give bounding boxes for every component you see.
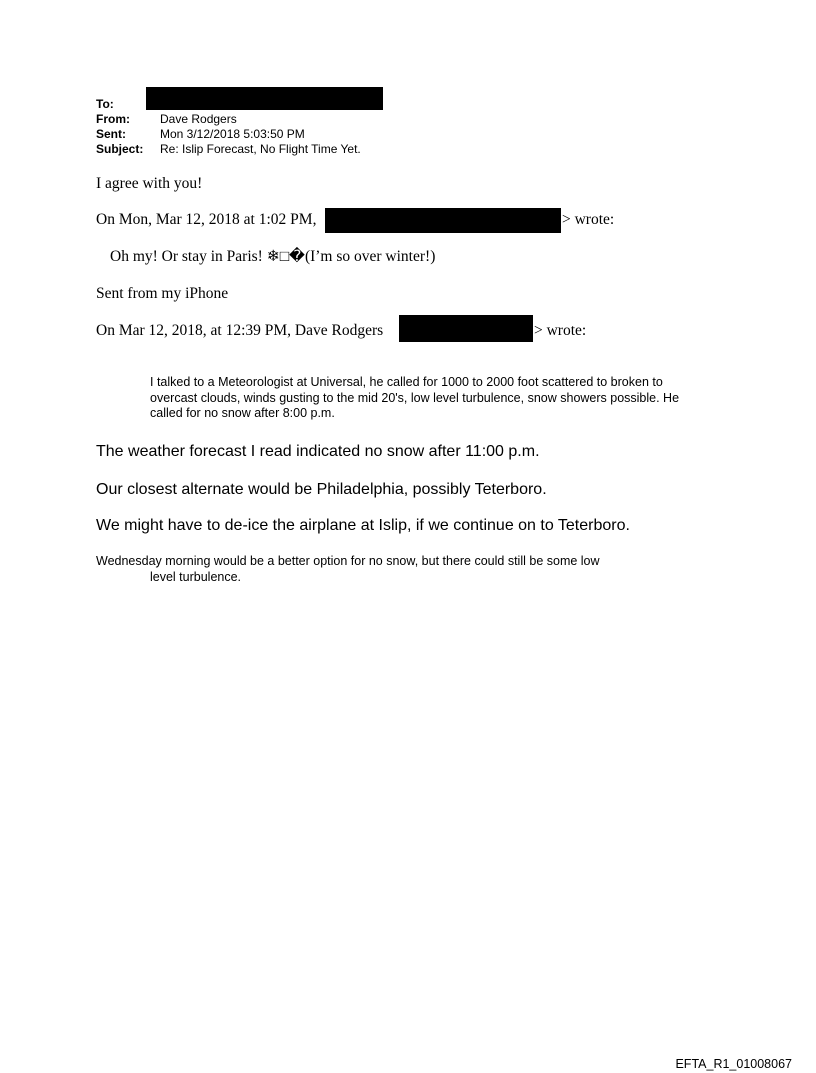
alternate-text: Our closest alternate would be Philadelphia, possibly Teterboro. xyxy=(96,481,547,498)
quote2-attribution-prefix: On Mar 12, 2018, at 12:39 PM, Dave Rodgers xyxy=(96,322,384,339)
quote1-attribution-suffix: > wrote: xyxy=(562,211,615,228)
subject-value: Re: Islip Forecast, No Flight Time Yet. xyxy=(160,142,361,156)
to-redaction xyxy=(146,87,383,110)
from-row xyxy=(96,112,237,127)
wednesday-line-2: level turbulence. xyxy=(150,570,242,584)
sent-label: Sent: xyxy=(96,127,126,141)
quote1-attribution-prefix: On Mon, Mar 12, 2018 at 1:02 PM, xyxy=(96,211,317,228)
document-id: EFTA_R1_01008067 xyxy=(675,1057,792,1071)
subject-label: Subject: xyxy=(96,142,144,156)
quote2-redaction xyxy=(399,315,533,342)
meteorologist-paragraph: I talked to a Meteorologist at Universal, he called for 1000 to 2000 foot scattered to broken to overcast clouds, winds gusting to the mid 20's, low level turbulence, snow showers possible. He called for no snow after 8:00 p.m. xyxy=(150,375,680,420)
to-label: To: xyxy=(96,97,114,111)
quote1-text: Oh my! Or stay in Paris! ❄□�(I’m so over winter!) xyxy=(110,248,436,265)
forecast-text: The weather forecast I read indicated no snow after 11:00 p.m. xyxy=(96,443,540,460)
wednesday-line-1: Wednesday morning would be a better option for no snow, but there could still be some low xyxy=(96,554,600,568)
wednesday-paragraph xyxy=(96,553,676,585)
subject-row xyxy=(96,142,361,157)
quote1-redaction xyxy=(325,208,561,233)
sent-row xyxy=(96,127,305,142)
reply-text: I agree with you! xyxy=(96,175,203,192)
from-label: From: xyxy=(96,112,130,126)
deice-text: We might have to de-ice the airplane at Islip, if we continue on to Teterboro. xyxy=(96,517,630,534)
signature-text: Sent from my iPhone xyxy=(96,285,229,302)
sent-value: Mon 3/12/2018 5:03:50 PM xyxy=(160,127,305,141)
quote2-attribution-suffix: > wrote: xyxy=(534,322,587,339)
from-value: Dave Rodgers xyxy=(160,112,237,126)
